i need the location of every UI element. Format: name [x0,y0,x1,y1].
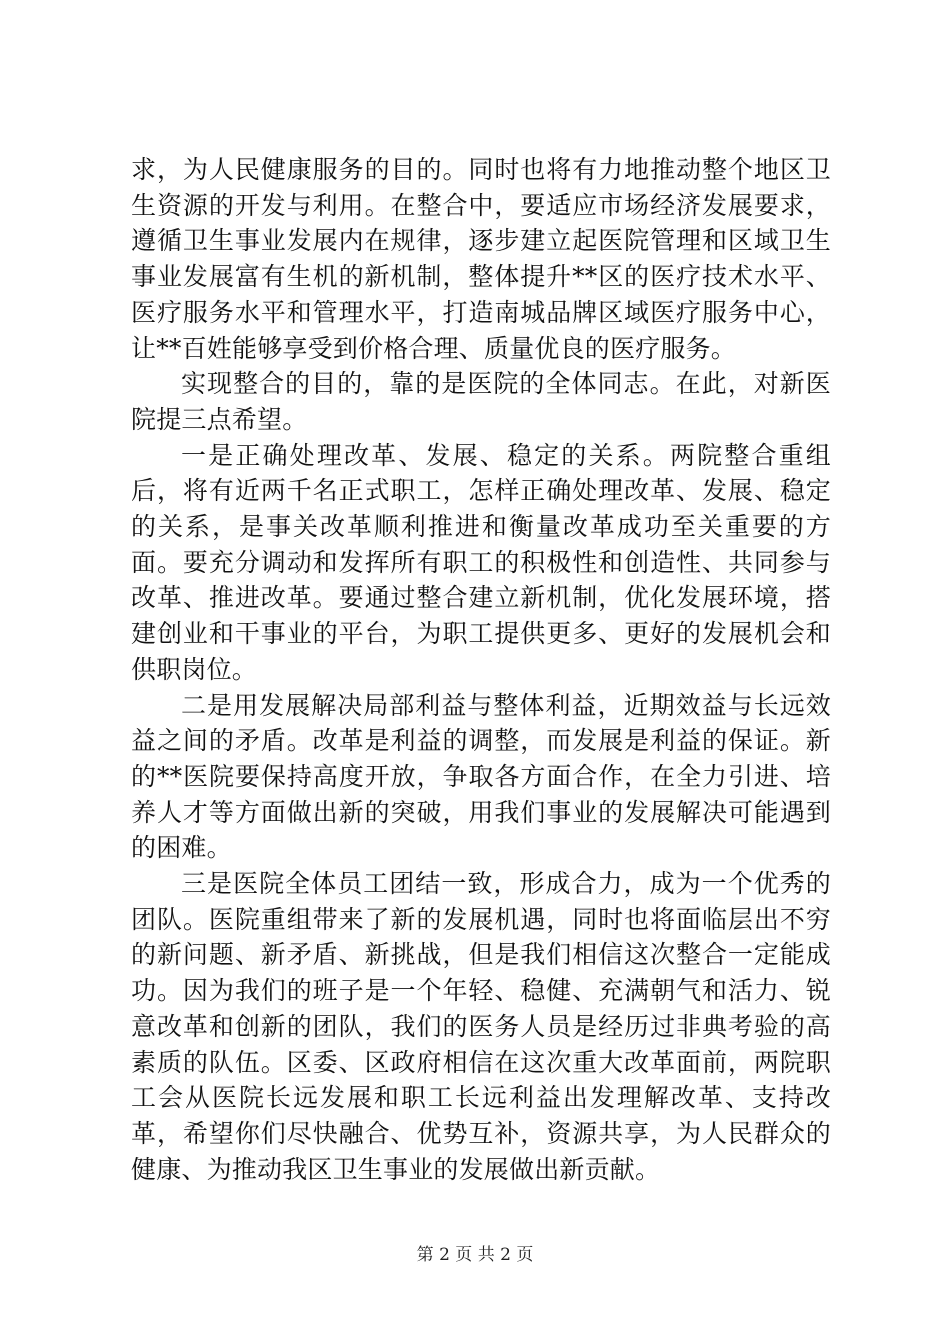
paragraph-intro: 实现整合的目的，靠的是医院的全体同志。在此，对新医院提三点希望。 [131,369,831,434]
paragraph-point-one: 一是正确处理改革、发展、稳定的关系。两院整合重组后，将有近两千名正式职工，怎样正确处理改革、发展、稳定的关系，是事关改革顺利推进和衡量改革成功至关重要的方面。要充分调动和发挥所有职工的积极性和创造性、共同参与改革、推进改革。要通过整合建立新机制，优化发展环境，搭建创业和干事业的平台，为职工提供更多、更好的发展机会和供职岗位。 [131,440,831,684]
paragraph-point-two: 二是用发展解决局部利益与整体利益，近期效益与长远效益之间的矛盾。改革是利益的调整，而发展是利益的保证。新的**医院要保持高度开放，争取各方面合作，在全力引进、培养人才等方面做出新的突破，用我们事业的发展解决可能遇到的困难。 [131,690,831,863]
page-number-footer: 第 2 页 共 2 页 [416,1245,534,1265]
paragraph-point-three: 三是医院全体员工团结一致，形成合力，成为一个优秀的团队。医院重组带来了新的发展机遇，同时也将面临层出不穷的新问题、新矛盾、新挑战，但是我们相信这次整合一定能成功。因为我们的班子是一个年轻、稳健、充满朝气和活力、锐意改革和创新的团队，我们的医务人员是经历过非典考验的高素质的队伍。区委、区政府相信在这次重大改革面前，两院职工会从医院长远发展和职工长远利益出发理解改革、支持改革，希望你们尽快融合、优势互补，资源共享，为人民群众的健康、为推动我区卫生事业的发展做出新贡献。 [131,869,831,1184]
document-body [131,152,831,1187]
paragraph-continuation: 求，为人民健康服务的目的。同时也将有力地推动整个地区卫生资源的开发与利用。在整合中，要适应市场经济发展要求，遵循卫生事业发展内在规律，逐步建立起医院管理和区域卫生事业发展富有生机的新机制，整体提升**区的医疗技术水平、医疗服务水平和管理水平，打造南城品牌区域医疗服务中心，让**百姓能够享受到价格合理、质量优良的医疗服务。 [131,155,831,363]
